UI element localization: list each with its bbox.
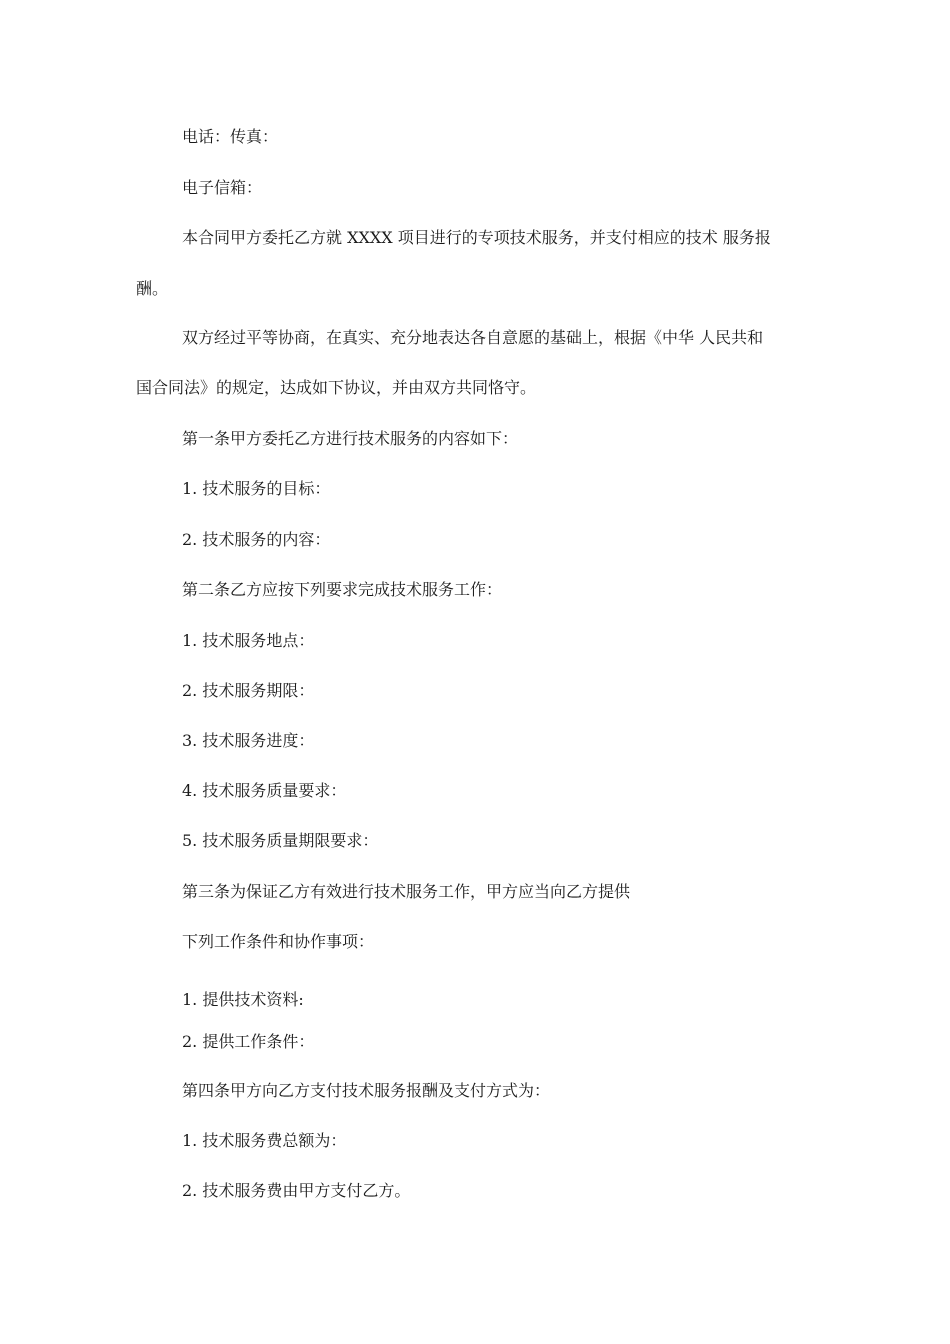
- article-2-item: 3. 技术服务进度：: [182, 731, 315, 750]
- article-2-item: 5. 技术服务质量期限要求：: [182, 831, 379, 850]
- article-4-item: 1. 技术服务费总额为：: [182, 1131, 347, 1150]
- article-4-heading: 第四条甲方向乙方支付技术服务报酬及支付方式为：: [182, 1081, 551, 1100]
- article-2-item: 4. 技术服务质量要求：: [182, 781, 347, 800]
- phone-fax-line: 电话：传真：: [182, 127, 279, 146]
- basis-paragraph-line-1: 双方经过平等协商，在真实、充分地表达各自意愿的基础上，根据《中华 人民共和: [182, 328, 764, 347]
- article-2-heading: 第二条乙方应按下列要求完成技术服务工作：: [182, 580, 503, 599]
- article-1-item: 1. 技术服务的目标：: [182, 479, 331, 498]
- intro-paragraph-line-2: 酬。: [136, 279, 169, 298]
- article-3-heading-line-2: 下列工作条件和协作事项：: [182, 932, 375, 951]
- article-4-item: 2. 技术服务费由甲方支付乙方。: [182, 1181, 411, 1200]
- article-3-item: 2. 提供工作条件：: [182, 1032, 315, 1051]
- intro-paragraph-line-1: 本合同甲方委托乙方就 XXXX 项目进行的专项技术服务，并支付相应的技术 服务报: [182, 228, 771, 247]
- article-2-item: 1. 技术服务地点：: [182, 631, 315, 650]
- article-3-item: 1. 提供技术资料:: [182, 990, 304, 1009]
- article-2-item: 2. 技术服务期限：: [182, 681, 315, 700]
- article-1-item: 2. 技术服务的内容：: [182, 530, 331, 549]
- article-3-heading-line-1: 第三条为保证乙方有效进行技术服务工作，甲方应当向乙方提供: [182, 882, 631, 901]
- basis-paragraph-line-2: 国合同法》的规定，达成如下协议，并由双方共同恪守。: [136, 378, 537, 397]
- email-line: 电子信箱：: [182, 178, 263, 197]
- article-1-heading: 第一条甲方委托乙方进行技术服务的内容如下：: [182, 429, 519, 448]
